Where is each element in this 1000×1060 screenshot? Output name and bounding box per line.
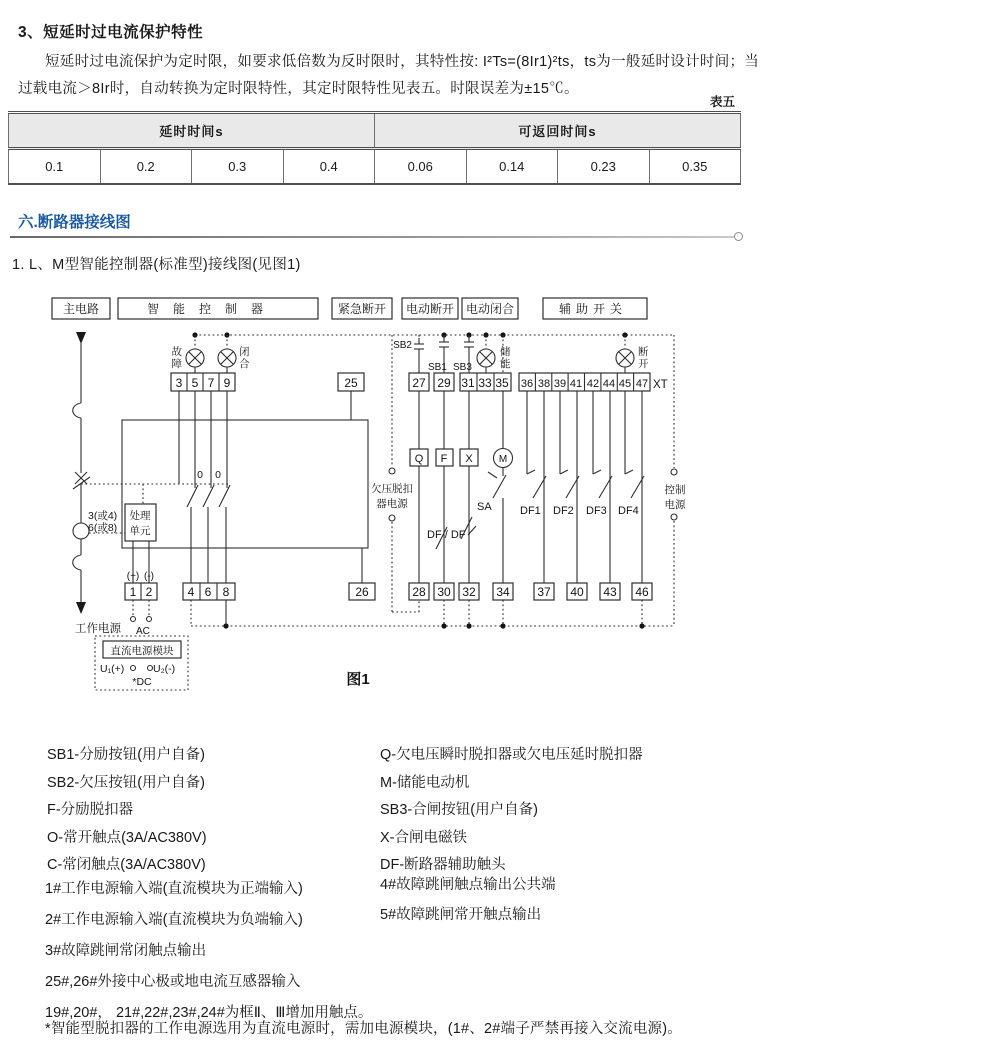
df3-label: DF3 <box>586 505 607 517</box>
sb1-label: SB1 <box>428 362 447 373</box>
legend-item: O-常开触点(3A/AC380V) <box>47 829 207 846</box>
delay-time-table <box>8 111 741 185</box>
fault-lamp-label: 障 <box>171 358 182 370</box>
table-header-return: 可返回时间s <box>375 113 741 149</box>
terminal-number: 27 <box>412 376 426 390</box>
undervoltage-label: 器电源 <box>376 498 408 510</box>
u2-label: U₂(-) <box>153 663 176 675</box>
device-letter: Q <box>414 453 424 465</box>
table-five-tag: 表五 <box>709 95 735 109</box>
table-header-row <box>9 113 741 149</box>
terminal-28 <box>409 583 429 600</box>
closed-lamp-label: 闭 <box>239 346 250 358</box>
terminal-34 <box>493 583 513 600</box>
dc-terminal-icon <box>148 666 153 671</box>
pole-count-label-a: 3(或4) <box>88 510 118 522</box>
control-power-label: 电源 <box>664 499 686 511</box>
terminal-number: 42 <box>586 378 600 390</box>
terminal-number: 7 <box>207 376 215 390</box>
ac-terminal-icon <box>147 617 152 622</box>
terminal-strip-468 <box>183 583 235 600</box>
header-motor-open: 电动断开 <box>405 302 455 316</box>
table-header-delay: 延时时间s <box>9 113 375 149</box>
terminal-number: 28 <box>412 585 426 599</box>
terminal-number: 36 <box>520 378 534 390</box>
store-energy-lamp <box>477 335 511 373</box>
terminal-number: 1 <box>129 585 137 599</box>
header-main-circuit: 主电路 <box>62 302 100 316</box>
terminal-number: 40 <box>570 585 584 599</box>
terminal-number: 47 <box>635 378 649 390</box>
closed-lamp-label: 合 <box>239 358 250 370</box>
no-contact-label: 0 <box>197 469 203 481</box>
closed-lamp <box>218 335 250 373</box>
table-cell: 0.06 <box>375 149 467 185</box>
terminal-number: 46 <box>635 585 649 599</box>
df-df-label: DF / DF <box>427 529 466 541</box>
junction-dot <box>223 623 228 628</box>
header-smart-controller: 智能控制器 <box>146 302 278 316</box>
device-m-motor <box>488 391 513 583</box>
ac-label: AC <box>136 626 150 637</box>
table-cell: 0.1 <box>9 149 101 185</box>
control-power-label: 控制 <box>664 484 686 496</box>
terminal-strip-xt <box>519 373 668 391</box>
store-lamp-label: 储 <box>500 346 511 358</box>
fault-lamp <box>172 335 205 373</box>
footnote: *智能型脱扣器的工作电源选用为直流电源时，需加电源模块，(1#、2#端子严禁再接入交流电源)。 <box>45 1021 682 1037</box>
df2-label: DF2 <box>553 505 574 517</box>
control-power-tap <box>665 335 686 626</box>
terminal-46 <box>632 583 652 600</box>
device-f-shunt-release <box>436 391 453 583</box>
sb2-label: SB2 <box>393 340 412 351</box>
legend-item: SB3-合闸按钮(用户自备) <box>380 802 538 819</box>
terminal-number: 9 <box>223 376 231 390</box>
terminal-40 <box>567 583 587 600</box>
table-cell: 0.3 <box>192 149 284 185</box>
pushbutton-sb2 <box>393 335 424 373</box>
terminal-number: 44 <box>602 378 616 390</box>
terminal-26 <box>349 548 375 600</box>
terminal-number: 25 <box>344 376 358 390</box>
terminal-number: 43 <box>603 585 617 599</box>
power-terminal-icon <box>389 515 395 521</box>
terminal-37 <box>534 583 554 600</box>
header-aux-switch: 辅助开关 <box>558 302 628 316</box>
section3-paragraph-line2: 过载电流＞8Ir时，自动转换为定时限特性，其定时限特性见表五。时限误差为±15℃。 <box>18 81 579 97</box>
terminal-32 <box>459 583 479 600</box>
note-item: 4#故障跳闸触点输出公共端 <box>380 877 556 893</box>
sb3-label: SB3 <box>453 362 472 373</box>
junction-dot <box>441 623 446 628</box>
note-item: 25#,26#外接中心极或地电流互感器输入 <box>45 974 301 990</box>
terminal-43 <box>600 583 620 600</box>
terminal-number: 5 <box>191 376 199 390</box>
current-transformer-icon <box>73 523 89 539</box>
power-terminal-icon <box>389 468 395 474</box>
table-cell: 0.35 <box>682 159 708 174</box>
work-power-block <box>75 621 188 690</box>
dc-module-label: 直流电源模块 <box>110 645 174 657</box>
table-value-row <box>9 149 741 185</box>
aux-contact-df4 <box>618 391 644 583</box>
terminal-number: 6 <box>204 585 212 599</box>
wiring-diagram-figure1 <box>0 288 720 700</box>
xt-label: XT <box>653 379 668 391</box>
main-circuit-line <box>73 332 117 614</box>
terminal-27 <box>409 373 429 391</box>
terminal-number: 3 <box>175 376 183 390</box>
notes-left-column <box>45 874 372 1029</box>
terminal-30 <box>434 583 454 600</box>
terminal-number: 45 <box>618 378 632 390</box>
device-x-closing-magnet <box>460 391 478 583</box>
open-lamp-label: 断 <box>638 346 649 358</box>
df4-label: DF4 <box>618 505 639 517</box>
u1-label: U₁(+) <box>100 663 125 675</box>
device-letter: X <box>465 453 473 465</box>
terminal-number: 34 <box>496 585 510 599</box>
figure-caption: 图1 <box>346 671 370 688</box>
pushbutton-sb1 <box>428 335 449 373</box>
open-lamp <box>616 335 649 373</box>
legend-item: X-合闸电磁铁 <box>380 829 467 846</box>
terminal-strip-313335 <box>460 373 511 391</box>
junction-dot <box>466 623 471 628</box>
header-emergency-open: 紧急断开 <box>337 302 387 316</box>
divider-end-ring <box>734 232 743 241</box>
terminal-number: 38 <box>537 378 551 390</box>
controller-body <box>122 420 368 548</box>
terminal-strip-3579 <box>171 373 235 391</box>
terminal-number: 41 <box>569 378 583 390</box>
terminal-number: 8 <box>222 585 230 599</box>
terminal-29 <box>434 373 454 391</box>
section-divider <box>10 236 736 238</box>
no-contact-label: 0 <box>215 469 221 481</box>
notes-right-column <box>380 870 556 930</box>
legend-right-column <box>380 742 643 880</box>
table-cell: 0.23 <box>558 149 650 185</box>
header-motor-close: 电动闭合 <box>465 302 515 316</box>
legend-item: Q-欠电压瞬时脱扣器或欠电压延时脱扣器 <box>380 747 643 763</box>
processing-unit-label: 处理 <box>129 510 151 522</box>
open-lamp-label: 开 <box>638 358 649 370</box>
terminal-number: 37 <box>537 585 551 599</box>
aux-contact-df1 <box>520 391 546 583</box>
store-lamp-label: 能 <box>500 358 511 370</box>
terminal-number: 35 <box>495 376 509 390</box>
note-item: 3#故障跳闸常闭触点输出 <box>45 943 207 959</box>
device-letter: F <box>440 453 448 465</box>
terminal-number: 31 <box>461 376 475 390</box>
note-item: 5#故障跳闸常开触点输出 <box>380 907 542 923</box>
df1-label: DF1 <box>520 505 541 517</box>
section3-paragraph-line1: 短延时过电流保护为定时限，如要求低倍数为反时限时，其特性按: I²Ts=(8Ir1)²ts，ts为一般延时设计时间；当 <box>45 54 760 70</box>
power-terminal-icon <box>671 469 677 475</box>
terminal-number: 39 <box>553 378 567 390</box>
terminal-25 <box>338 373 364 420</box>
dc-label: *DC <box>132 676 152 688</box>
note-item: 2#工作电源输入端(直流模块为负端输入) <box>45 912 303 928</box>
control-dotted-bus-top <box>192 332 674 337</box>
pole-count-label-b: 6(或8) <box>88 522 118 534</box>
legend-item: F-分励脱扣器 <box>47 802 134 819</box>
table-cell: 0.2 <box>100 149 192 185</box>
diagram-column-headers <box>52 298 647 319</box>
minus-label: (-) <box>144 571 154 582</box>
terminal-number: 4 <box>187 585 195 599</box>
sa-label: SA <box>477 501 492 513</box>
aux-contact-df3 <box>586 391 612 583</box>
section6-subheading: 1. L、M型智能控制器(标准型)接线图(见图1) <box>12 257 301 273</box>
aux-contact-df2 <box>553 391 579 583</box>
power-terminal-icon <box>671 514 677 520</box>
processing-unit-label: 单元 <box>129 525 151 537</box>
terminal-number: 30 <box>437 585 451 599</box>
terminal-number: 32 <box>462 585 476 599</box>
dc-terminal-icon <box>131 666 136 671</box>
plus-label: (+) <box>126 571 140 582</box>
section3-heading: 3、短延时过电流保护特性 <box>18 24 204 41</box>
table-cell: 0.14 <box>466 149 558 185</box>
work-power-label: 工作电源 <box>75 623 121 635</box>
junction-dot <box>500 623 505 628</box>
junction-dot <box>639 623 644 628</box>
table-cell: 0.4 <box>283 149 375 185</box>
legend-item: SB1-分励按钮(用户自备) <box>47 747 205 763</box>
note-item: 1#工作电源输入端(直流模块为正端输入) <box>45 881 303 897</box>
device-letter: M <box>498 454 508 465</box>
legend-item: SB2-欠压按钮(用户自备) <box>47 774 205 791</box>
ac-terminal-icon <box>131 617 136 622</box>
pushbutton-sb3 <box>453 335 474 373</box>
terminal-strip-12 <box>125 571 157 622</box>
legend-item: C-常闭触点(3A/AC380V) <box>47 857 206 874</box>
undervoltage-label: 欠压脱扣 <box>371 483 413 495</box>
legend-item: M-储能电动机 <box>380 774 470 791</box>
terminal-number: 33 <box>478 376 492 390</box>
note-item: 19#,20#， 21#,22#,23#,24#为框Ⅱ、Ⅲ增加用触点。 <box>45 1005 373 1021</box>
terminal-number: 29 <box>437 376 451 390</box>
legend-left-column <box>47 742 207 880</box>
terminal-number: 2 <box>145 585 153 599</box>
section6-heading: 六.断路器接线图 <box>18 214 131 231</box>
fault-lamp-label: 故 <box>171 346 182 358</box>
terminal-number: 26 <box>355 585 369 599</box>
legend-item: DF-断路器辅助触头 <box>380 857 506 874</box>
bottom-dotted-bus <box>191 600 674 629</box>
